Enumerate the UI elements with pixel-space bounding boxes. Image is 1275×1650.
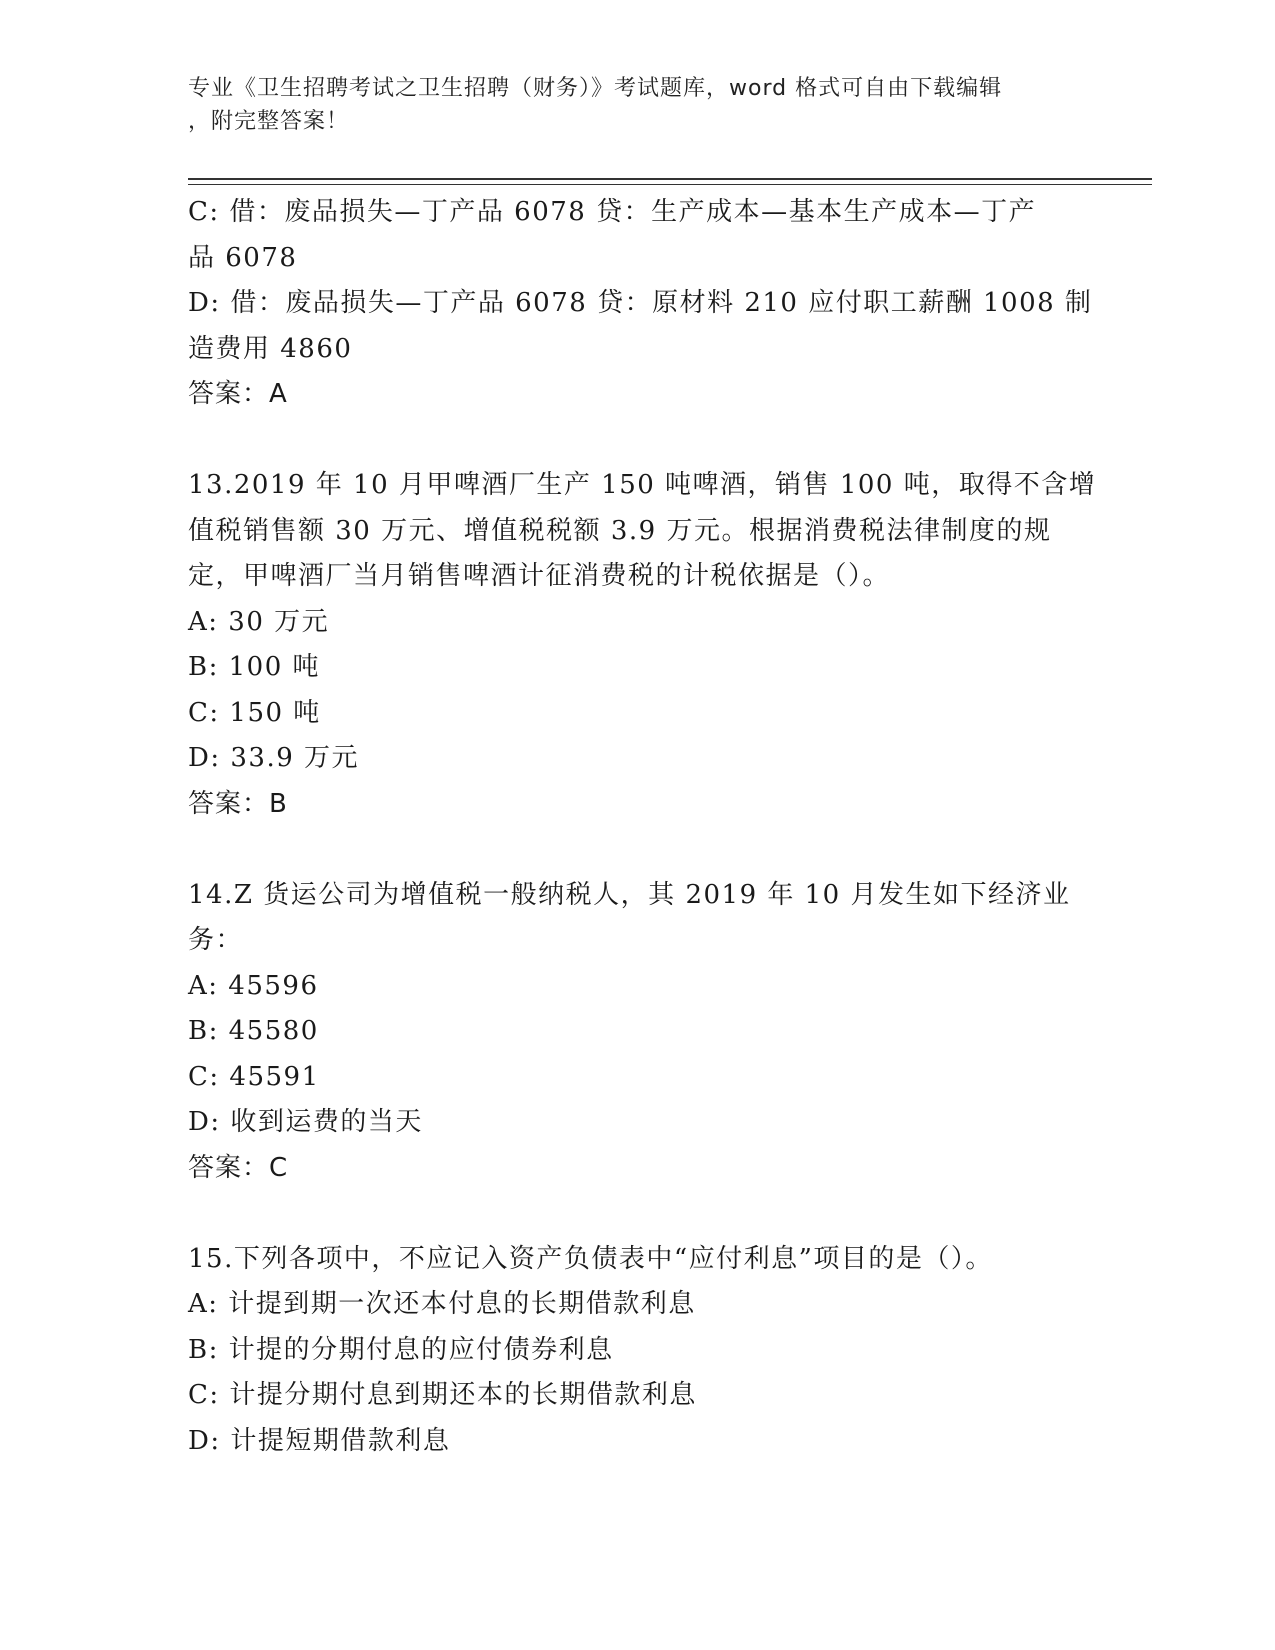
spacer: [188, 1191, 1078, 1237]
question-stem-line: 务：: [188, 925, 244, 955]
question-stem-line: 13.2019 年 10 月甲啤酒厂生产 150 吨啤酒，销售 100 吨，取得不含增: [188, 470, 1097, 500]
question-13: [188, 463, 1097, 827]
option-a: A: 45596: [188, 970, 319, 1001]
header-line-1: 专业《卫生招聘考试之卫生招聘（财务）》考试题库，word 格式可自由下载编辑: [188, 76, 1003, 101]
option-b: B: 100 吨: [188, 652, 321, 682]
answer-label: 答案：C: [188, 1152, 289, 1183]
spacer: [188, 418, 1078, 464]
option-c: C: 计提分期付息到期还本的长期借款利息: [188, 1380, 697, 1410]
header-line-2: ，附完整答案！: [188, 109, 350, 134]
header-divider-thick: [188, 178, 1152, 180]
option-d: D: 33.9 万元: [188, 743, 360, 773]
answer-label: 答案：B: [188, 788, 288, 819]
question-stem-line: 定，甲啤酒厂当月销售啤酒计征消费税的计税依据是（）。: [188, 561, 891, 591]
option-a: A: 计提到期一次还本付息的长期借款利息: [188, 1289, 696, 1319]
question-content: [188, 190, 1097, 1464]
option-c: C: 45591: [188, 1061, 320, 1092]
option-c-line-1: C: 借：废品损失—丁产品 6078 贷：生产成本—基本生产成本—丁产: [188, 197, 1037, 227]
option-b: B: 45580: [188, 1016, 319, 1046]
option-a: A: 30 万元: [188, 606, 330, 637]
option-c-line-2: 品 6078: [188, 242, 298, 273]
answer-label: 答案：A: [188, 379, 288, 409]
option-d: D: 计提短期借款利息: [188, 1425, 451, 1456]
question-15: [188, 1237, 1078, 1465]
question-12-continued: [188, 190, 1093, 418]
question-stem-line: 15.下列各项中，不应记入资产负债表中“应付利息”项目的是（）。: [188, 1243, 993, 1274]
header-divider-thin: [188, 184, 1152, 185]
option-d-line-1: D: 借：废品损失—丁产品 6078 贷：原材料 210 应付职工薪酬 1008 制: [188, 288, 1093, 318]
question-14: [188, 873, 1078, 1192]
option-b: B: 计提的分期付息的应付债券利息: [188, 1334, 614, 1365]
spacer: [188, 827, 1078, 873]
option-d-line-2: 造费用 4860: [188, 333, 353, 364]
option-c: C: 150 吨: [188, 697, 321, 728]
question-stem-line: 14.Z 货运公司为增值税一般纳税人，其 2019 年 10 月发生如下经济业: [188, 879, 1071, 910]
question-stem-line: 值税销售额 30 万元、增值税税额 3.9 万元。根据消费税法律制度的规: [188, 515, 1052, 546]
option-d: D: 收到运费的当天: [188, 1107, 423, 1137]
document-header: [188, 72, 1068, 138]
